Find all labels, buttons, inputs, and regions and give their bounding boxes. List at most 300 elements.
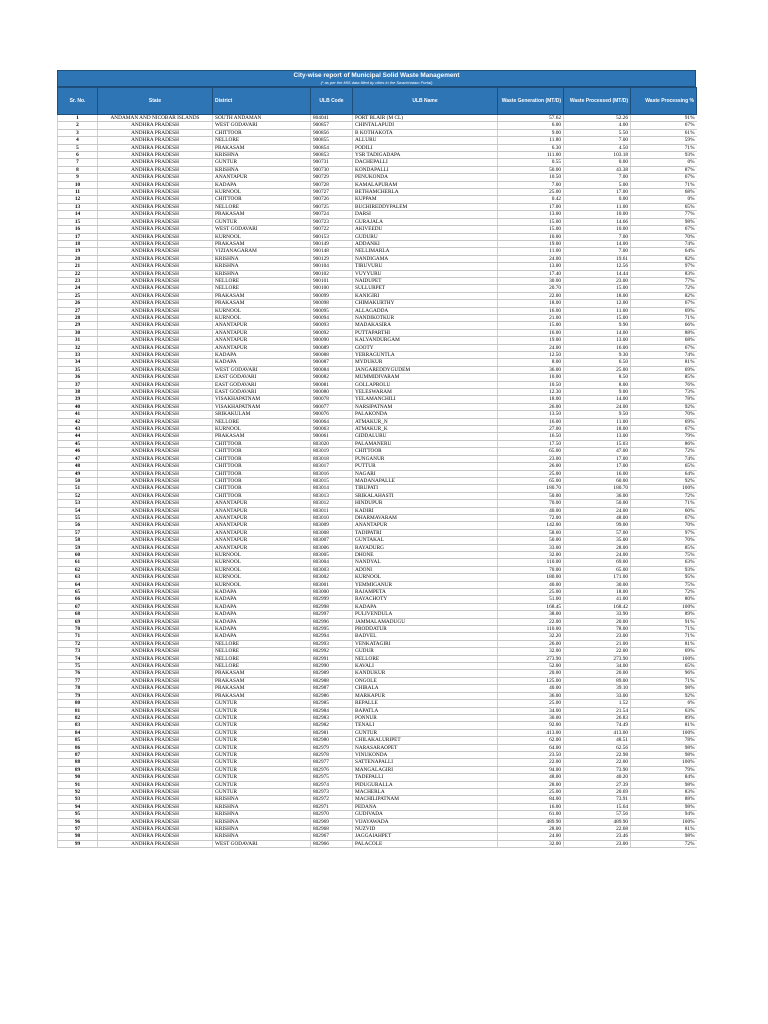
cell-district: KADAPA: [213, 359, 311, 366]
cell-ulb-name: PUNGANUR: [353, 455, 498, 462]
table-row: [58, 826, 697, 833]
cell-waste-generation: 33.00: [498, 544, 564, 551]
cell-waste-processing-pct: 73%: [631, 389, 697, 396]
cell-sr-no: 43: [58, 426, 98, 433]
cell-ulb-code: 900089: [311, 344, 353, 351]
cell-state: ANDHRA PRADESH: [98, 292, 213, 299]
cell-sr-no: 21: [58, 263, 98, 270]
cell-state: ANDHRA PRADESH: [98, 426, 213, 433]
cell-waste-generation: 50.00: [498, 537, 564, 544]
cell-ulb-name: PIDUGURALLA: [353, 781, 498, 788]
cell-sr-no: 87: [58, 751, 98, 758]
cell-waste-generation: 20.00: [498, 670, 564, 677]
table-row: [58, 529, 697, 536]
cell-waste-processed: 17.00: [564, 455, 631, 462]
cell-waste-processed: 24.00: [564, 551, 631, 558]
cell-sr-no: 3: [58, 129, 98, 136]
cell-waste-processing-pct: 60%: [631, 507, 697, 514]
cell-district: KURNOOL: [213, 574, 311, 581]
cell-waste-generation: 15.00: [498, 226, 564, 233]
cell-waste-processing-pct: 71%: [631, 314, 697, 321]
cell-waste-generation: 32.20: [498, 633, 564, 640]
cell-state: ANDHRA PRADESH: [98, 248, 213, 255]
cell-ulb-code: 802998: [311, 603, 353, 610]
cell-ulb-name: TIRUVURU: [353, 263, 498, 270]
cell-state: ANDHRA PRADESH: [98, 181, 213, 188]
table-row: [58, 211, 697, 218]
cell-waste-generation: 180.70: [498, 485, 564, 492]
cell-waste-processing-pct: 100%: [631, 759, 697, 766]
cell-waste-processed: 103.18: [564, 152, 631, 159]
table-row: [58, 129, 697, 136]
cell-waste-generation: 30.00: [498, 277, 564, 284]
report-title-bar: [57, 70, 696, 87]
cell-district: ANANTAPUR: [213, 500, 311, 507]
cell-ulb-name: KAMALAPURAM: [353, 181, 498, 188]
cell-waste-processing-pct: 69%: [631, 366, 697, 373]
cell-ulb-name: RAYADURG: [353, 544, 498, 551]
cell-waste-processed: 23.00: [564, 840, 631, 847]
cell-waste-processing-pct: 82%: [631, 255, 697, 262]
cell-waste-processing-pct: 96%: [631, 670, 697, 677]
cell-sr-no: 33: [58, 352, 98, 359]
cell-waste-processing-pct: 89%: [631, 611, 697, 618]
cell-waste-generation: 34.00: [498, 707, 564, 714]
cell-sr-no: 11: [58, 189, 98, 196]
cell-district: ANANTAPUR: [213, 529, 311, 536]
cell-sr-no: 42: [58, 418, 98, 425]
cell-waste-processing-pct: 68%: [631, 189, 697, 196]
cell-state: ANDHRA PRADESH: [98, 507, 213, 514]
cell-sr-no: 1: [58, 115, 98, 122]
cell-ulb-name: CHITTOOR: [353, 448, 498, 455]
cell-waste-generation: 25.00: [498, 589, 564, 596]
cell-state: ANDHRA PRADESH: [98, 811, 213, 818]
cell-district: KRISHNA: [213, 826, 311, 833]
cell-ulb-name: MACHERLA: [353, 788, 498, 795]
cell-sr-no: 57: [58, 529, 98, 536]
cell-waste-processed: 57.56: [564, 811, 631, 818]
cell-ulb-code: 802979: [311, 744, 353, 751]
cell-ulb-code: 803014: [311, 485, 353, 492]
cell-waste-processing-pct: 89%: [631, 714, 697, 721]
cell-ulb-code: 900854: [311, 144, 353, 151]
cell-waste-generation: 65.00: [498, 448, 564, 455]
cell-waste-generation: 32.00: [498, 648, 564, 655]
cell-sr-no: 18: [58, 240, 98, 247]
cell-waste-processed: 18.00: [564, 292, 631, 299]
cell-ulb-code: 803011: [311, 507, 353, 514]
cell-sr-no: 68: [58, 611, 98, 618]
cell-waste-processing-pct: 78%: [631, 737, 697, 744]
cell-waste-processed: 43.38: [564, 166, 631, 173]
cell-waste-processing-pct: 66%: [631, 322, 697, 329]
cell-district: GUNTUR: [213, 159, 311, 166]
cell-ulb-name: TADIPATRI: [353, 529, 498, 536]
cell-district: PRAKASAM: [213, 692, 311, 699]
cell-waste-generation: 0.55: [498, 159, 564, 166]
table-row: [58, 648, 697, 655]
cell-waste-generation: 30.00: [498, 714, 564, 721]
cell-ulb-code: 900093: [311, 322, 353, 329]
cell-waste-processed: 12.56: [564, 263, 631, 270]
cell-ulb-name: YEMMIGANUR: [353, 581, 498, 588]
cell-district: GUNTUR: [213, 751, 311, 758]
cell-district: NELLORE: [213, 277, 311, 284]
cell-waste-processed: 0.00: [564, 159, 631, 166]
cell-district: ANANTAPUR: [213, 514, 311, 521]
cell-sr-no: 71: [58, 633, 98, 640]
cell-waste-processed: 35.00: [564, 537, 631, 544]
cell-district: KRISHNA: [213, 796, 311, 803]
cell-state: ANDHRA PRADESH: [98, 529, 213, 536]
cell-waste-processed: 26.83: [564, 714, 631, 721]
table-row: [58, 744, 697, 751]
cell-sr-no: 9: [58, 174, 98, 181]
cell-waste-generation: 180.00: [498, 574, 564, 581]
cell-ulb-name: KANDUKUR: [353, 670, 498, 677]
table-row: [58, 633, 697, 640]
cell-state: ANDHRA PRADESH: [98, 300, 213, 307]
cell-sr-no: 67: [58, 603, 98, 610]
cell-ulb-code: 900722: [311, 226, 353, 233]
cell-waste-generation: 25.00: [498, 189, 564, 196]
cell-ulb-code: 803010: [311, 514, 353, 521]
table-row: [58, 337, 697, 344]
cell-waste-generation: 16.00: [498, 329, 564, 336]
cell-district: GUNTUR: [213, 700, 311, 707]
cell-waste-generation: 7.00: [498, 181, 564, 188]
table-row: [58, 292, 697, 299]
cell-waste-processed: 23.00: [564, 277, 631, 284]
cell-district: PRAKASAM: [213, 240, 311, 247]
cell-state: ANDHRA PRADESH: [98, 218, 213, 225]
cell-ulb-code: 900101: [311, 277, 353, 284]
cell-waste-processed: 9.50: [564, 411, 631, 418]
cell-ulb-name: KADAPA: [353, 603, 498, 610]
cell-sr-no: 63: [58, 574, 98, 581]
cell-waste-processing-pct: 98%: [631, 781, 697, 788]
cell-state: ANDHRA PRADESH: [98, 159, 213, 166]
cell-waste-generation: 16.00: [498, 307, 564, 314]
table-row: [58, 611, 697, 618]
table-row: [58, 374, 697, 381]
cell-district: CHITTOOR: [213, 463, 311, 470]
cell-waste-processed: 21.54: [564, 707, 631, 714]
cell-waste-processed: 9.00: [564, 389, 631, 396]
cell-ulb-name: NARASARAOPET: [353, 744, 498, 751]
cell-ulb-name: KAVALI: [353, 663, 498, 670]
cell-state: ANDHRA PRADESH: [98, 477, 213, 484]
cell-ulb-name: PALAKONDA: [353, 411, 498, 418]
cell-ulb-name: GUDUR: [353, 648, 498, 655]
cell-sr-no: 62: [58, 566, 98, 573]
cell-waste-generation: 51.00: [498, 596, 564, 603]
cell-ulb-code: 900726: [311, 196, 353, 203]
cell-waste-processed: 24.00: [564, 403, 631, 410]
cell-ulb-name: DARSI: [353, 211, 498, 218]
cell-waste-generation: 26.00: [498, 463, 564, 470]
cell-waste-generation: 12.50: [498, 352, 564, 359]
cell-waste-generation: 92.00: [498, 722, 564, 729]
cell-ulb-code: 803015: [311, 477, 353, 484]
col-header-state: State: [98, 88, 213, 115]
cell-ulb-name: RAYACHOTY: [353, 596, 498, 603]
cell-ulb-name: SATTENAPALLI: [353, 759, 498, 766]
cell-ulb-code: 803008: [311, 529, 353, 536]
cell-district: NELLORE: [213, 655, 311, 662]
cell-waste-processed: 20.00: [564, 618, 631, 625]
cell-waste-processing-pct: 100%: [631, 655, 697, 662]
cell-state: ANDHRA PRADESH: [98, 255, 213, 262]
cell-district: KADAPA: [213, 181, 311, 188]
cell-waste-processed: 40.20: [564, 774, 631, 781]
cell-waste-processed: 171.00: [564, 574, 631, 581]
table-row: [58, 818, 697, 825]
cell-ulb-code: 900076: [311, 411, 353, 418]
cell-waste-processing-pct: 67%: [631, 514, 697, 521]
cell-waste-generation: 0.42: [498, 196, 564, 203]
cell-ulb-name: B KOTHAKOTA: [353, 129, 498, 136]
cell-waste-generation: 70.00: [498, 500, 564, 507]
cell-ulb-name: KONDAPALLI: [353, 166, 498, 173]
cell-ulb-code: 802983: [311, 714, 353, 721]
cell-ulb-name: ANANTAPUR: [353, 522, 498, 529]
cell-sr-no: 20: [58, 255, 98, 262]
cell-state: ANDHRA PRADESH: [98, 640, 213, 647]
cell-waste-processed: 73.91: [564, 796, 631, 803]
cell-state: ANDHRA PRADESH: [98, 537, 213, 544]
cell-waste-generation: 17.00: [498, 203, 564, 210]
cell-waste-processing-pct: 6%: [631, 700, 697, 707]
cell-waste-processed: 7.00: [564, 174, 631, 181]
cell-district: ANANTAPUR: [213, 507, 311, 514]
cell-waste-processed: 0.00: [564, 196, 631, 203]
cell-state: ANDHRA PRADESH: [98, 559, 213, 566]
cell-sr-no: 77: [58, 677, 98, 684]
cell-waste-generation: 17.50: [498, 440, 564, 447]
cell-waste-generation: 110.00: [498, 626, 564, 633]
cell-waste-generation: 40.00: [498, 685, 564, 692]
cell-ulb-code: 804041: [311, 115, 353, 122]
cell-district: GUNTUR: [213, 788, 311, 795]
cell-waste-generation: 8.00: [498, 359, 564, 366]
cell-state: ANDHRA PRADESH: [98, 692, 213, 699]
cell-waste-processed: 62.56: [564, 744, 631, 751]
table-row: [58, 196, 697, 203]
cell-waste-generation: 26.00: [498, 640, 564, 647]
cell-state: ANDHRA PRADESH: [98, 285, 213, 292]
cell-ulb-name: TIRUPATI: [353, 485, 498, 492]
cell-ulb-code: 900064: [311, 418, 353, 425]
cell-ulb-code: 803007: [311, 537, 353, 544]
cell-waste-processing-pct: 72%: [631, 285, 697, 292]
cell-ulb-name: PRODDATUR: [353, 626, 498, 633]
table-row: [58, 781, 697, 788]
cell-waste-processed: 22.68: [564, 826, 631, 833]
cell-ulb-code: 900725: [311, 203, 353, 210]
cell-waste-generation: 52.00: [498, 663, 564, 670]
table-row: [58, 514, 697, 521]
cell-district: CHITTOOR: [213, 477, 311, 484]
cell-waste-processing-pct: 67%: [631, 426, 697, 433]
cell-district: ANANTAPUR: [213, 537, 311, 544]
cell-sr-no: 80: [58, 700, 98, 707]
cell-waste-generation: 125.00: [498, 677, 564, 684]
col-header-processing-pct: Waste Processing %: [631, 88, 697, 115]
cell-district: KRISHNA: [213, 270, 311, 277]
cell-state: ANDHRA PRADESH: [98, 381, 213, 388]
cell-waste-processing-pct: 67%: [631, 122, 697, 129]
cell-ulb-name: MARKAPUR: [353, 692, 498, 699]
cell-ulb-code: 900092: [311, 329, 353, 336]
cell-waste-generation: 10.00: [498, 233, 564, 240]
cell-ulb-name: DHARMAVARAM: [353, 514, 498, 521]
cell-sr-no: 13: [58, 203, 98, 210]
cell-waste-processing-pct: 92%: [631, 692, 697, 699]
cell-ulb-code: 802970: [311, 811, 353, 818]
cell-ulb-code: 803001: [311, 581, 353, 588]
cell-district: PRAKASAM: [213, 433, 311, 440]
table-row: [58, 774, 697, 781]
cell-waste-processed: 14.00: [564, 240, 631, 247]
cell-ulb-code: 803004: [311, 559, 353, 566]
cell-waste-processing-pct: 74%: [631, 352, 697, 359]
cell-ulb-name: RAJAMPETA: [353, 589, 498, 596]
cell-district: GUNTUR: [213, 714, 311, 721]
cell-ulb-code: 900063: [311, 426, 353, 433]
cell-waste-generation: 16.00: [498, 418, 564, 425]
cell-waste-processing-pct: 86%: [631, 440, 697, 447]
cell-district: CHITTOOR: [213, 448, 311, 455]
table-row: [58, 589, 697, 596]
cell-waste-generation: 9.00: [498, 129, 564, 136]
cell-district: KRISHNA: [213, 263, 311, 270]
table-row: [58, 277, 697, 284]
cell-district: KURNOOL: [213, 559, 311, 566]
cell-district: GUNTUR: [213, 781, 311, 788]
cell-waste-generation: 16.00: [498, 803, 564, 810]
cell-sr-no: 58: [58, 537, 98, 544]
col-header-district: District: [213, 88, 311, 115]
table-row: [58, 166, 697, 173]
cell-district: NELLORE: [213, 137, 311, 144]
table-row: [58, 692, 697, 699]
cell-ulb-name: NAGARI: [353, 470, 498, 477]
table-row: [58, 477, 697, 484]
table-row: [58, 655, 697, 662]
cell-waste-generation: 38.00: [498, 611, 564, 618]
cell-sr-no: 81: [58, 707, 98, 714]
cell-state: ANDHRA PRADESH: [98, 411, 213, 418]
cell-ulb-name: NANDIKOTKUR: [353, 314, 498, 321]
cell-ulb-code: 803020: [311, 440, 353, 447]
table-row: [58, 174, 697, 181]
cell-waste-processed: 25.00: [564, 366, 631, 373]
cell-ulb-code: 900084: [311, 366, 353, 373]
cell-ulb-code: 802971: [311, 803, 353, 810]
cell-ulb-code: 803012: [311, 500, 353, 507]
cell-sr-no: 12: [58, 196, 98, 203]
table-row: [58, 389, 697, 396]
cell-district: KRISHNA: [213, 803, 311, 810]
cell-waste-processing-pct: 0%: [631, 159, 697, 166]
cell-waste-generation: 64.00: [498, 744, 564, 751]
cell-waste-processed: 14.00: [564, 396, 631, 403]
cell-ulb-code: 803017: [311, 463, 353, 470]
cell-district: CHITTOOR: [213, 455, 311, 462]
cell-waste-processing-pct: 69%: [631, 307, 697, 314]
cell-waste-processed: 4.50: [564, 144, 631, 151]
cell-ulb-name: GURAJALA: [353, 218, 498, 225]
table-row: [58, 240, 697, 247]
cell-waste-processing-pct: 69%: [631, 648, 697, 655]
cell-waste-processed: 15.64: [564, 803, 631, 810]
table-row: [58, 603, 697, 610]
cell-ulb-code: 900857: [311, 122, 353, 129]
cell-waste-processed: 14.66: [564, 218, 631, 225]
waste-table: [57, 87, 697, 848]
cell-ulb-code: 803003: [311, 566, 353, 573]
cell-state: ANDHRA PRADESH: [98, 818, 213, 825]
cell-waste-processed: 6.50: [564, 359, 631, 366]
cell-ulb-name: TADEPALLI: [353, 774, 498, 781]
cell-ulb-name: JAMMALAMADUGU: [353, 618, 498, 625]
cell-waste-processing-pct: 67%: [631, 174, 697, 181]
cell-waste-processed: 14.44: [564, 270, 631, 277]
table-row: [58, 507, 697, 514]
cell-sr-no: 4: [58, 137, 98, 144]
cell-ulb-code: 900148: [311, 248, 353, 255]
cell-state: ANDHRA PRADESH: [98, 233, 213, 240]
cell-district: EAST GODAVARI: [213, 389, 311, 396]
cell-district: SRIKAKULAM: [213, 411, 311, 418]
cell-waste-processing-pct: 97%: [631, 263, 697, 270]
cell-state: ANDHRA PRADESH: [98, 307, 213, 314]
cell-state: ANDHRA PRADESH: [98, 196, 213, 203]
cell-waste-generation: 18.00: [498, 396, 564, 403]
cell-sr-no: 59: [58, 544, 98, 551]
cell-waste-generation: 58.60: [498, 529, 564, 536]
table-row: [58, 248, 697, 255]
cell-waste-processed: 18.00: [564, 426, 631, 433]
cell-ulb-name: YERRAGUNTLA: [353, 352, 498, 359]
cell-state: ANDHRA PRADESH: [98, 396, 213, 403]
cell-state: ANDHRA PRADESH: [98, 670, 213, 677]
cell-ulb-code: 802972: [311, 796, 353, 803]
cell-state: ANDHRA PRADESH: [98, 796, 213, 803]
cell-state: ANDHRA PRADESH: [98, 766, 213, 773]
cell-ulb-code: 900099: [311, 292, 353, 299]
cell-ulb-name: NUZVID: [353, 826, 498, 833]
cell-state: ANDHRA PRADESH: [98, 166, 213, 173]
table-row: [58, 707, 697, 714]
cell-district: KURNOOL: [213, 581, 311, 588]
cell-waste-processed: 50.00: [564, 500, 631, 507]
cell-ulb-code: 900731: [311, 159, 353, 166]
cell-state: ANDHRA PRADESH: [98, 618, 213, 625]
cell-waste-processing-pct: 81%: [631, 640, 697, 647]
cell-waste-processing-pct: 83%: [631, 270, 697, 277]
cell-district: KRISHNA: [213, 152, 311, 159]
cell-waste-processing-pct: 70%: [631, 537, 697, 544]
table-row: [58, 440, 697, 447]
cell-waste-processed: 489.90: [564, 818, 631, 825]
cell-state: ANDHRA PRADESH: [98, 470, 213, 477]
cell-district: KRISHNA: [213, 811, 311, 818]
cell-district: KADAPA: [213, 603, 311, 610]
cell-district: PRAKASAM: [213, 670, 311, 677]
